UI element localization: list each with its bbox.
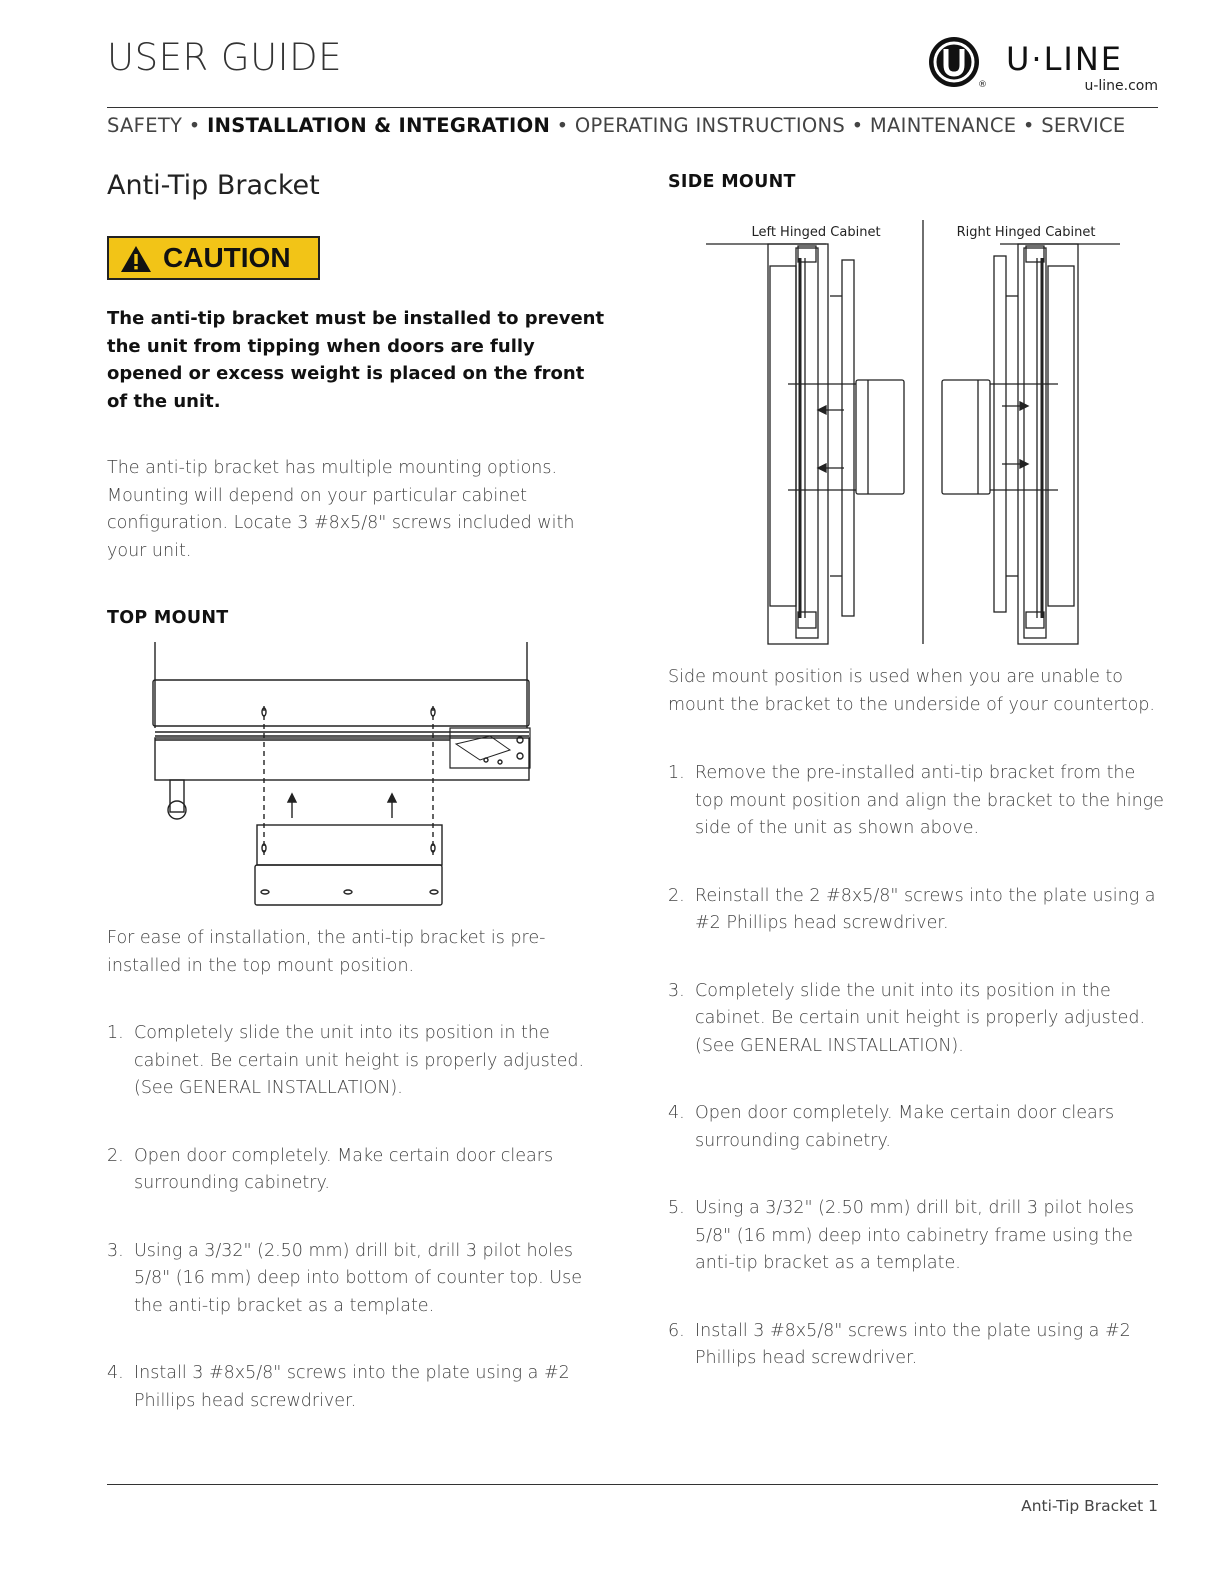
nav-separator: •	[1022, 114, 1035, 137]
step-number: 6.	[668, 1320, 685, 1341]
nav-item-safety: SAFETY	[107, 114, 183, 137]
step-number: 3.	[668, 980, 685, 1001]
nav-separator: •	[556, 114, 569, 137]
footer-divider	[107, 1484, 1158, 1485]
nav-item-installation-active: INSTALLATION & INTEGRATION	[207, 114, 551, 137]
registered-mark: ®	[978, 80, 987, 90]
list-item	[107, 1238, 607, 1321]
list-item	[668, 1100, 1168, 1155]
step-number: 3.	[107, 1240, 124, 1261]
left-hinged-label: Left Hinged Cabinet	[751, 225, 881, 240]
step-text: Open door completely. Make certain door clears surrounding cabinetry.	[695, 1103, 1115, 1151]
step-number: 1.	[107, 1023, 124, 1043]
document-title: USER GUIDE	[107, 36, 342, 79]
top-mount-heading: TOP MOUNT	[107, 608, 229, 628]
step-number: 4.	[668, 1103, 685, 1124]
step-text: Using a 3/32" (2.50 mm) drill bit, drill 3 pilot holes 5/8" (16 mm) deep into bottom of counter top. Use the anti-tip bracket as a template.	[134, 1240, 582, 1316]
side-mount-diagram	[700, 218, 1130, 648]
brand-name: U·LINE	[1006, 40, 1124, 78]
side-mount-heading: SIDE MOUNT	[668, 172, 796, 192]
step-number: 2.	[668, 885, 685, 906]
header-divider	[107, 107, 1158, 108]
step-text: Remove the pre-installed anti-tip bracket from the top mount position and align the bracket to the hinge side of the unit as shown above.	[695, 763, 1164, 839]
caution-label: CAUTION	[163, 242, 291, 273]
list-item	[668, 1195, 1168, 1278]
section-title: Anti-Tip Bracket	[107, 170, 320, 201]
step-number: 5.	[668, 1198, 685, 1219]
list-item	[668, 760, 1168, 843]
nav-item-service: SERVICE	[1041, 114, 1126, 137]
step-text: Using a 3/32" (2.50 mm) drill bit, drill 3 pilot holes 5/8" (16 mm) deep into cabinetry frame using the anti-tip bracket as a template.	[695, 1198, 1135, 1274]
brand-website: u-line.com	[1084, 78, 1158, 94]
nav-item-maintenance: MAINTENANCE	[869, 114, 1017, 137]
top-mount-description: For ease of installation, the anti-tip bracket is pre-installed in the top mount position.	[107, 928, 546, 976]
nav-separator: •	[188, 114, 201, 137]
list-item	[107, 1360, 607, 1415]
list-item	[668, 883, 1168, 938]
nav-item-operating: OPERATING INSTRUCTIONS	[574, 114, 846, 137]
step-text: Install 3 #8x5/8" screws into the plate using a #2 Phillips head screwdriver.	[134, 1363, 570, 1411]
section-nav	[107, 114, 1167, 137]
page-footer-label: Anti-Tip Bracket 1	[1021, 1497, 1158, 1515]
step-number: 4.	[107, 1363, 124, 1384]
intro-paragraph: The anti-tip bracket has multiple mounting options. Mounting will depend on your particular cabinet configuration. Locate 3 #8x5/8" screws included with your unit.	[107, 458, 575, 562]
step-text: Reinstall the 2 #8x5/8" screws into the plate using a #2 Phillips head screwdriver.	[695, 885, 1156, 934]
step-number: 2.	[107, 1145, 124, 1166]
step-text: Completely slide the unit into its position in the cabinet. Be certain unit height is properly adjusted. (See GENERAL INSTALLATION).	[695, 980, 1146, 1056]
step-number: 1.	[668, 763, 685, 783]
side-mount-description: Side mount position is used when you are unable to mount the bracket to the underside of your countertop.	[668, 667, 1155, 715]
right-hinged-label: Right Hinged Cabinet	[956, 225, 1096, 240]
list-item	[107, 1143, 607, 1198]
brand-logo	[928, 36, 1160, 98]
list-item	[107, 1020, 607, 1103]
list-item	[668, 1318, 1168, 1373]
step-text: Open door completely. Make certain door clears surrounding cabinetry.	[134, 1145, 554, 1194]
nav-separator: •	[851, 114, 864, 137]
caution-banner	[107, 236, 320, 280]
list-item	[668, 978, 1168, 1061]
warning-text: The anti-tip bracket must be installed to prevent the unit from tipping when doors are fully opened or excess weight is placed on the front of the unit.	[107, 308, 605, 413]
side-mount-steps	[668, 760, 1168, 1413]
top-mount-diagram	[140, 640, 540, 910]
u-line-emblem-icon	[928, 36, 980, 88]
top-mount-steps	[107, 1020, 607, 1455]
step-text: Install 3 #8x5/8" screws into the plate using a #2 Phillips head screwdriver.	[695, 1320, 1131, 1369]
step-text: Completely slide the unit into its position in the cabinet. Be certain unit height is properly adjusted. (See GENERAL INSTALLATION).	[134, 1023, 585, 1099]
warning-triangle-icon	[120, 245, 152, 273]
